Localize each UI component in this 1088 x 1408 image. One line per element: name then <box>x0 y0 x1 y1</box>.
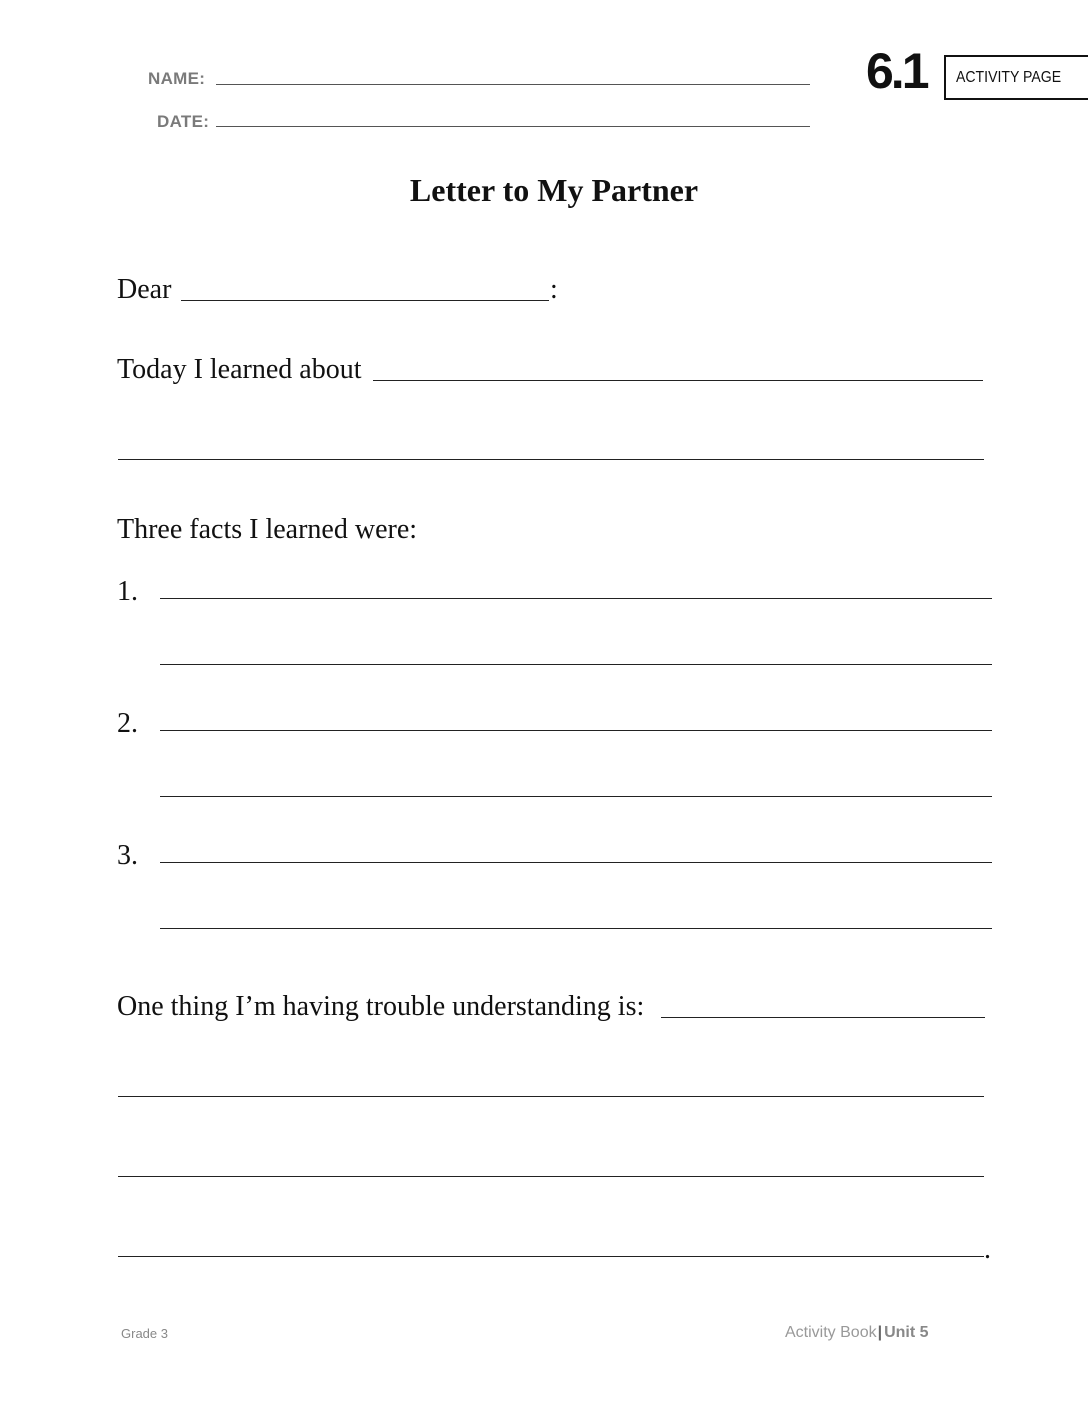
footer-book-unit <box>785 1324 929 1342</box>
date-line[interactable] <box>216 126 810 127</box>
footer-book: Activity Book <box>785 1324 877 1341</box>
learned-line-2[interactable] <box>118 459 984 460</box>
trouble-line-1[interactable] <box>661 1017 985 1018</box>
trouble-line-2[interactable] <box>118 1096 984 1097</box>
fact-3-line-2[interactable] <box>160 928 992 929</box>
activity-number: 6.1 <box>866 43 927 99</box>
fact-2-line-1[interactable] <box>160 730 992 731</box>
date-label: DATE: <box>157 112 210 131</box>
closing-period: . <box>984 1234 991 1265</box>
fact-1-line-1[interactable] <box>160 598 992 599</box>
salutation-text: Dear <box>117 274 172 305</box>
fact-1-line-2[interactable] <box>160 664 992 665</box>
footer-separator: | <box>877 1324 883 1341</box>
facts-prompt: Three facts I learned were: <box>117 514 418 545</box>
learned-line-1[interactable] <box>373 380 983 381</box>
footer-grade: Grade 3 <box>121 1326 168 1341</box>
fact-3-line-1[interactable] <box>160 862 992 863</box>
trouble-line-4[interactable] <box>118 1256 984 1257</box>
activity-page-box <box>944 55 1088 100</box>
page-title: Letter to My Partner <box>409 172 699 208</box>
trouble-line-3[interactable] <box>118 1176 984 1177</box>
salutation-colon: : <box>550 274 558 305</box>
fact-2-line-2[interactable] <box>160 796 992 797</box>
fact-number-2: 2. <box>117 708 138 739</box>
partner-name-line[interactable] <box>181 300 549 301</box>
fact-number-3: 3. <box>117 840 138 871</box>
name-line[interactable] <box>216 84 810 85</box>
trouble-prompt: One thing I’m having trouble understanding is: <box>117 991 645 1022</box>
name-label: NAME: <box>148 69 206 88</box>
footer-unit: Unit 5 <box>884 1324 929 1341</box>
fact-number-1: 1. <box>117 576 138 607</box>
learned-prompt: Today I learned about <box>117 354 362 385</box>
activity-page-label: ACTIVITY PAGE <box>956 69 1062 86</box>
